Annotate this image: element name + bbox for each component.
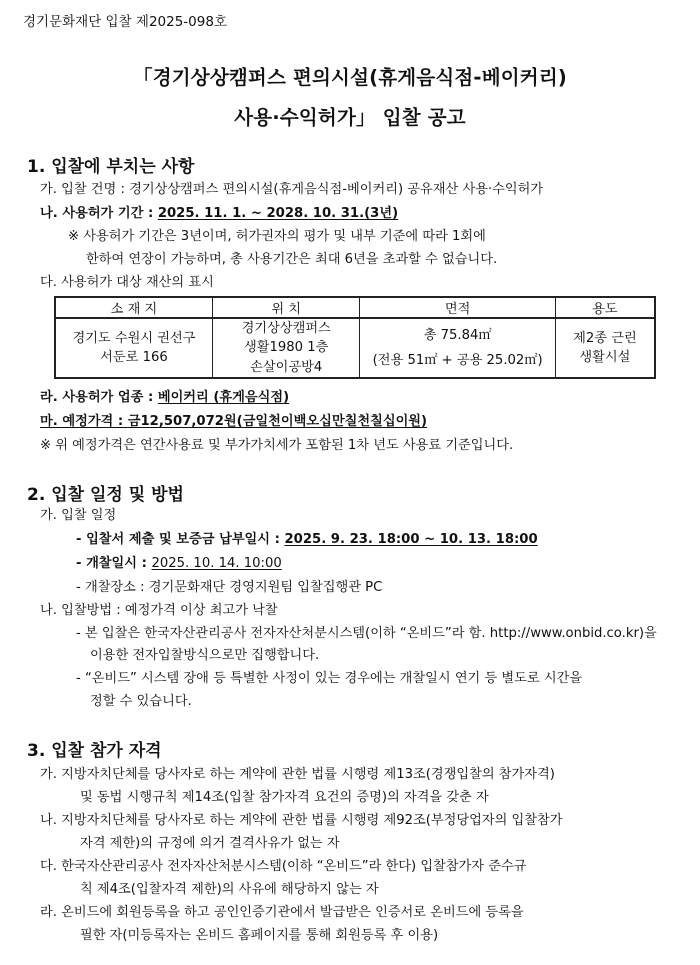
item-business-type (40, 390, 289, 406)
schedule-submission (76, 532, 538, 548)
item-asset-display: 다. 사용허가 대상 재산의 표시 (40, 275, 214, 290)
method-note-1-line-1: - 본 입찰은 한국자산관리공사 전자자산처분시스템(이하 “온비드”라 함. http://www.onbid.co.kr)을 (76, 626, 657, 641)
permit-period-label: 나. 사용허가 기간 : (40, 206, 158, 221)
area-total: 총 75.84㎡ (423, 327, 492, 343)
item-bid-schedule: 가. 입찰 일정 (40, 508, 117, 523)
section3-heading: 3. 입찰 참가 자격 (27, 741, 162, 761)
qualification-da-line-2: 칙 제4조(입찰자격 제한)의 사유에 해당하지 않는 자 (80, 882, 379, 897)
title-line-1: 「경기상상캠퍼스 편의시설(휴게음식점-베이커리) (133, 66, 567, 89)
table-row (55, 318, 655, 378)
position-line: 경기상상캠퍼스 (241, 321, 331, 337)
qualification-ra-line-1: 라. 온비드에 회원등록을 하고 공인인증기관에서 발급받은 인증서로 온비드에 등록을 (40, 905, 524, 920)
schedule-opening-value: 2025. 10. 14. 10:00 (151, 556, 282, 571)
asset-table-header-row (55, 297, 655, 318)
item-bid-name: 가. 입찰 건명 : 경기상상캠퍼스 편의시설(휴게음식점-베이커리) 공유재산 사용·수익허가 (40, 182, 544, 197)
document-number: 경기문화재단 입찰 제2025-098호 (23, 14, 227, 30)
col-header-location: 소 재 지 (55, 297, 212, 318)
permit-period-value: 2025. 11. 1. ~ 2028. 10. 31.(3년) (157, 206, 399, 221)
schedule-submission-value: 2025. 9. 23. 18:00 ~ 10. 13. 18:00 (284, 532, 538, 547)
qualification-ga-line-2: 및 동법 시행규칙 제14조(입찰 참가자격 요건의 증명)의 자격을 갖춘 자 (80, 790, 489, 805)
schedule-place: - 개찰장소 : 경기문화재단 경영지원팀 입찰집행관 PC (76, 580, 383, 595)
use-line: 생활시설 (579, 350, 631, 365)
permit-period-note-line-1: ※ 사용허가 기간은 3년이며, 허가권자의 평가 및 내부 기준에 따라 1회에 (68, 229, 486, 244)
cell-position (212, 318, 360, 378)
position-line: 생활1980 1층 (244, 340, 329, 356)
location-line: 경기도 수원시 권선구 (72, 330, 196, 346)
qualification-da-line-1: 다. 한국자산관리공사 전자자산처분시스템(이하 “온비드”라 한다) 입찰참가자 준수규 (40, 859, 527, 874)
method-note-2-line-2: 정할 수 있습니다. (90, 694, 192, 709)
cell-use (555, 318, 655, 378)
schedule-opening-label: - 개찰일시 : (76, 556, 152, 571)
qualification-ra-line-2: 필한 자(미등록자는 온비드 홈페이지를 통해 회원등록 후 이용) (80, 928, 439, 943)
section2-heading: 2. 입찰 일정 및 방법 (27, 485, 184, 505)
estimated-price-value: 금12,507,072원(금일천이백오십만칠천칠십이원) (127, 414, 428, 429)
item-estimated-price (40, 414, 427, 430)
col-header-use: 용도 (555, 297, 655, 318)
asset-table (54, 296, 656, 379)
col-header-area: 면적 (360, 297, 555, 318)
item-bid-method: 나. 입찰방법 : 예정가격 이상 최고가 낙찰 (40, 603, 278, 618)
estimated-price-note: ※ 위 예정가격은 연간사용료 및 부가가치세가 포함된 1차 년도 사용료 기준입니다. (40, 438, 514, 453)
schedule-submission-label: - 입찰서 제출 및 보증금 납부일시 : (76, 532, 285, 547)
method-note-1-line-2: 이용한 전자입찰방식으로만 집행합니다. (90, 648, 320, 663)
qualification-na-line-2: 자격 제한)의 규정에 의거 결격사유가 없는 자 (80, 836, 340, 851)
position-line: 손살이공방4 (250, 359, 323, 375)
business-type-value: 베이커리 (휴게음식점) (157, 390, 290, 405)
qualification-na-line-1: 나. 지방자치단체를 당사자로 하는 계약에 관한 법률 시행령 제92조(부정당업자의 입찰참가 (40, 813, 563, 828)
use-line: 제2종 근린 (573, 330, 637, 346)
area-breakdown: (전용 51㎡ + 공용 25.02㎡) (372, 353, 543, 368)
title-line-2: 사용·수익허가」 입찰 공고 (234, 106, 466, 129)
section1-heading: 1. 입찰에 부치는 사항 (27, 157, 195, 177)
estimated-price-label: 마. 예정가격 : (40, 414, 128, 429)
method-note-2-line-1: - “온비드” 시스템 장애 등 특별한 사정이 있는 경우에는 개찰일시 연기 등 별도로 시간을 (76, 671, 583, 686)
permit-period-note-line-2: 한하여 연장이 가능하며, 총 사용기간은 최대 6년을 초과할 수 없습니다. (86, 252, 498, 267)
qualification-ga-line-1: 가. 지방자치단체를 당사자로 하는 계약에 관한 법률 시행령 제13조(경쟁입찰의 참가자격) (40, 767, 555, 782)
col-header-position: 위 치 (212, 297, 360, 318)
item-permit-period (40, 206, 398, 222)
cell-area (360, 318, 555, 378)
schedule-opening (76, 556, 282, 572)
cell-location (55, 318, 212, 378)
location-line: 서둔로 166 (100, 350, 168, 365)
business-type-label: 라. 사용허가 업종 : (40, 390, 158, 405)
